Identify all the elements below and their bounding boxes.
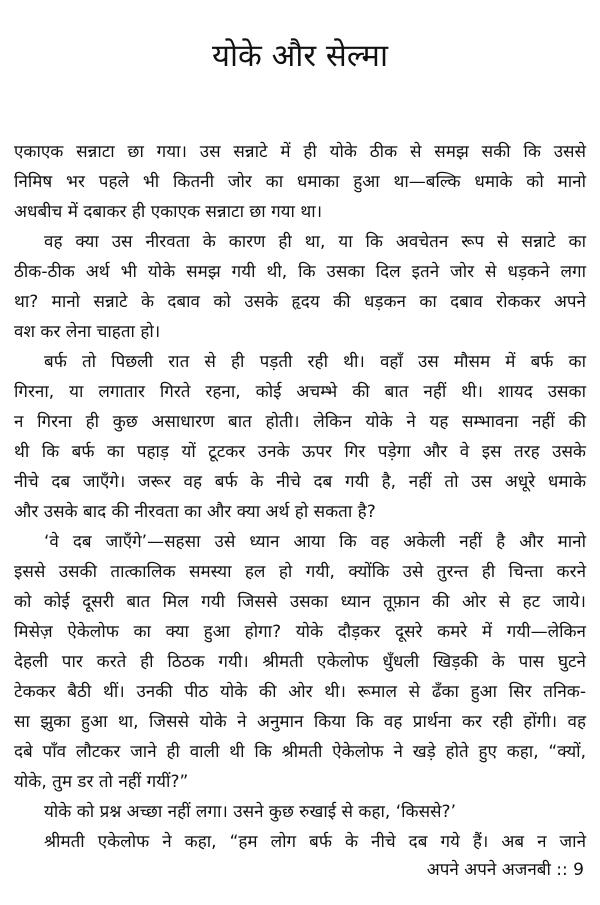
chapter-body	[14, 137, 586, 857]
text-line: निमिष भर पहले भी कितनी जोर का धमाका हुआ था—बल्कि धमाके को मानो	[14, 172, 586, 192]
page-number: 9	[573, 860, 584, 880]
text-line: न गिरना ही कुछ असाधारण बात होती। लेकिन योके ने यह सम्भावना नहीं की	[14, 412, 586, 432]
text-line: था? मानो सन्नाटे के दबाव को उसके हृदय की धड़कन का दबाव रोककर अपने	[14, 292, 586, 312]
text-line: ठीक-ठीक अर्थ भी योके समझ गयी थी, कि उसका दिल इतने जोर से धड़कने लगा	[14, 262, 586, 282]
text-line: को कोई दूसरी बात मिल गयी जिससे उसका ध्यान तूफ़ान की ओर से हट जाये।	[14, 592, 586, 612]
text-line: टेककर बैठी थीं। उनकी पीठ योके की ओर थी। रूमाल से ढँका हुआ सिर तनिक-	[14, 682, 586, 702]
text-line: वश कर लेना चाहता हो।	[14, 322, 161, 342]
text-line: वह क्या उस नीरवता के कारण ही था, या कि अवचेतन रूप से सन्नाटे का	[44, 232, 586, 252]
text-line: योके को प्रश्न अच्छा नहीं लगा। उसने कुछ रुखाई से कहा, ‘किससे?’	[44, 802, 456, 822]
text-line: देहली पार करते ही ठिठक गयी। श्रीमती एकेलोफ धुँधली खिड़की के पास घुटने	[14, 652, 586, 672]
text-line: एकाएक सन्नाटा छा गया। उस सन्नाटे में ही योके ठीक से समझ सकी कि उससे	[14, 142, 586, 162]
text-line: अधबीच में दबाकर ही एकाएक सन्नाटा छा गया था।	[14, 202, 323, 222]
text-line: और उसके बाद की नीरवता का और क्या अर्थ हो सकता है?	[14, 502, 376, 522]
text-line: ‘वे दब जाएँगे’—सहसा उसे ध्यान आया कि वह अकेली नहीं है और मानो	[44, 532, 586, 552]
text-line: गिरना, या लगातार गिरते रहना, कोई अचम्भे की बात नहीं थी। शायद उसका	[14, 382, 586, 402]
text-line: दबे पाँव लौटकर जाने ही वाली थी कि श्रीमती ऐकेलोफ ने खड़े होते हुए कहा, “क्यों,	[14, 742, 586, 762]
chapter-title: योके और सेल्मा	[211, 38, 388, 74]
page-footer	[427, 858, 584, 882]
text-line: श्रीमती एकेलोफ ने कहा, “हम लोग बर्फ के नीचे दब गये हैं। अब न जाने	[44, 832, 586, 852]
text-line: बर्फ तो पिछली रात से ही पड़ती रही थी। वहाँ उस मौसम में बर्फ का	[44, 352, 586, 372]
text-line: मिसेज़ ऐकेलोफ का क्या हुआ होगा? योके दौड़कर दूसरे कमरे में गयी—लेकिन	[14, 622, 586, 642]
text-line: इससे उसकी तात्कालिक समस्या हल हो गयी, क्योंकि उसे तुरन्त ही चिन्ता करने	[14, 562, 586, 582]
text-line: नीचे दब जाएँगे। जरूर वह बर्फ के नीचे दब गयी है, नहीं तो उस अधूरे धमाके	[14, 472, 586, 492]
running-book-title: अपने अपने अजनबी ::	[426, 860, 568, 880]
text-line: थी कि बर्फ का पहाड़ यों टूटकर उनके ऊपर गिर पड़ेगा और वे इस तरह उसके	[14, 442, 586, 462]
text-line: योके, तुम डर तो नहीं गयीं?”	[14, 772, 189, 792]
text-line: सा झुका हुआ था, जिससे योके ने अनुमान किया कि वह प्रार्थना कर रही होंगी। वह	[14, 712, 586, 732]
